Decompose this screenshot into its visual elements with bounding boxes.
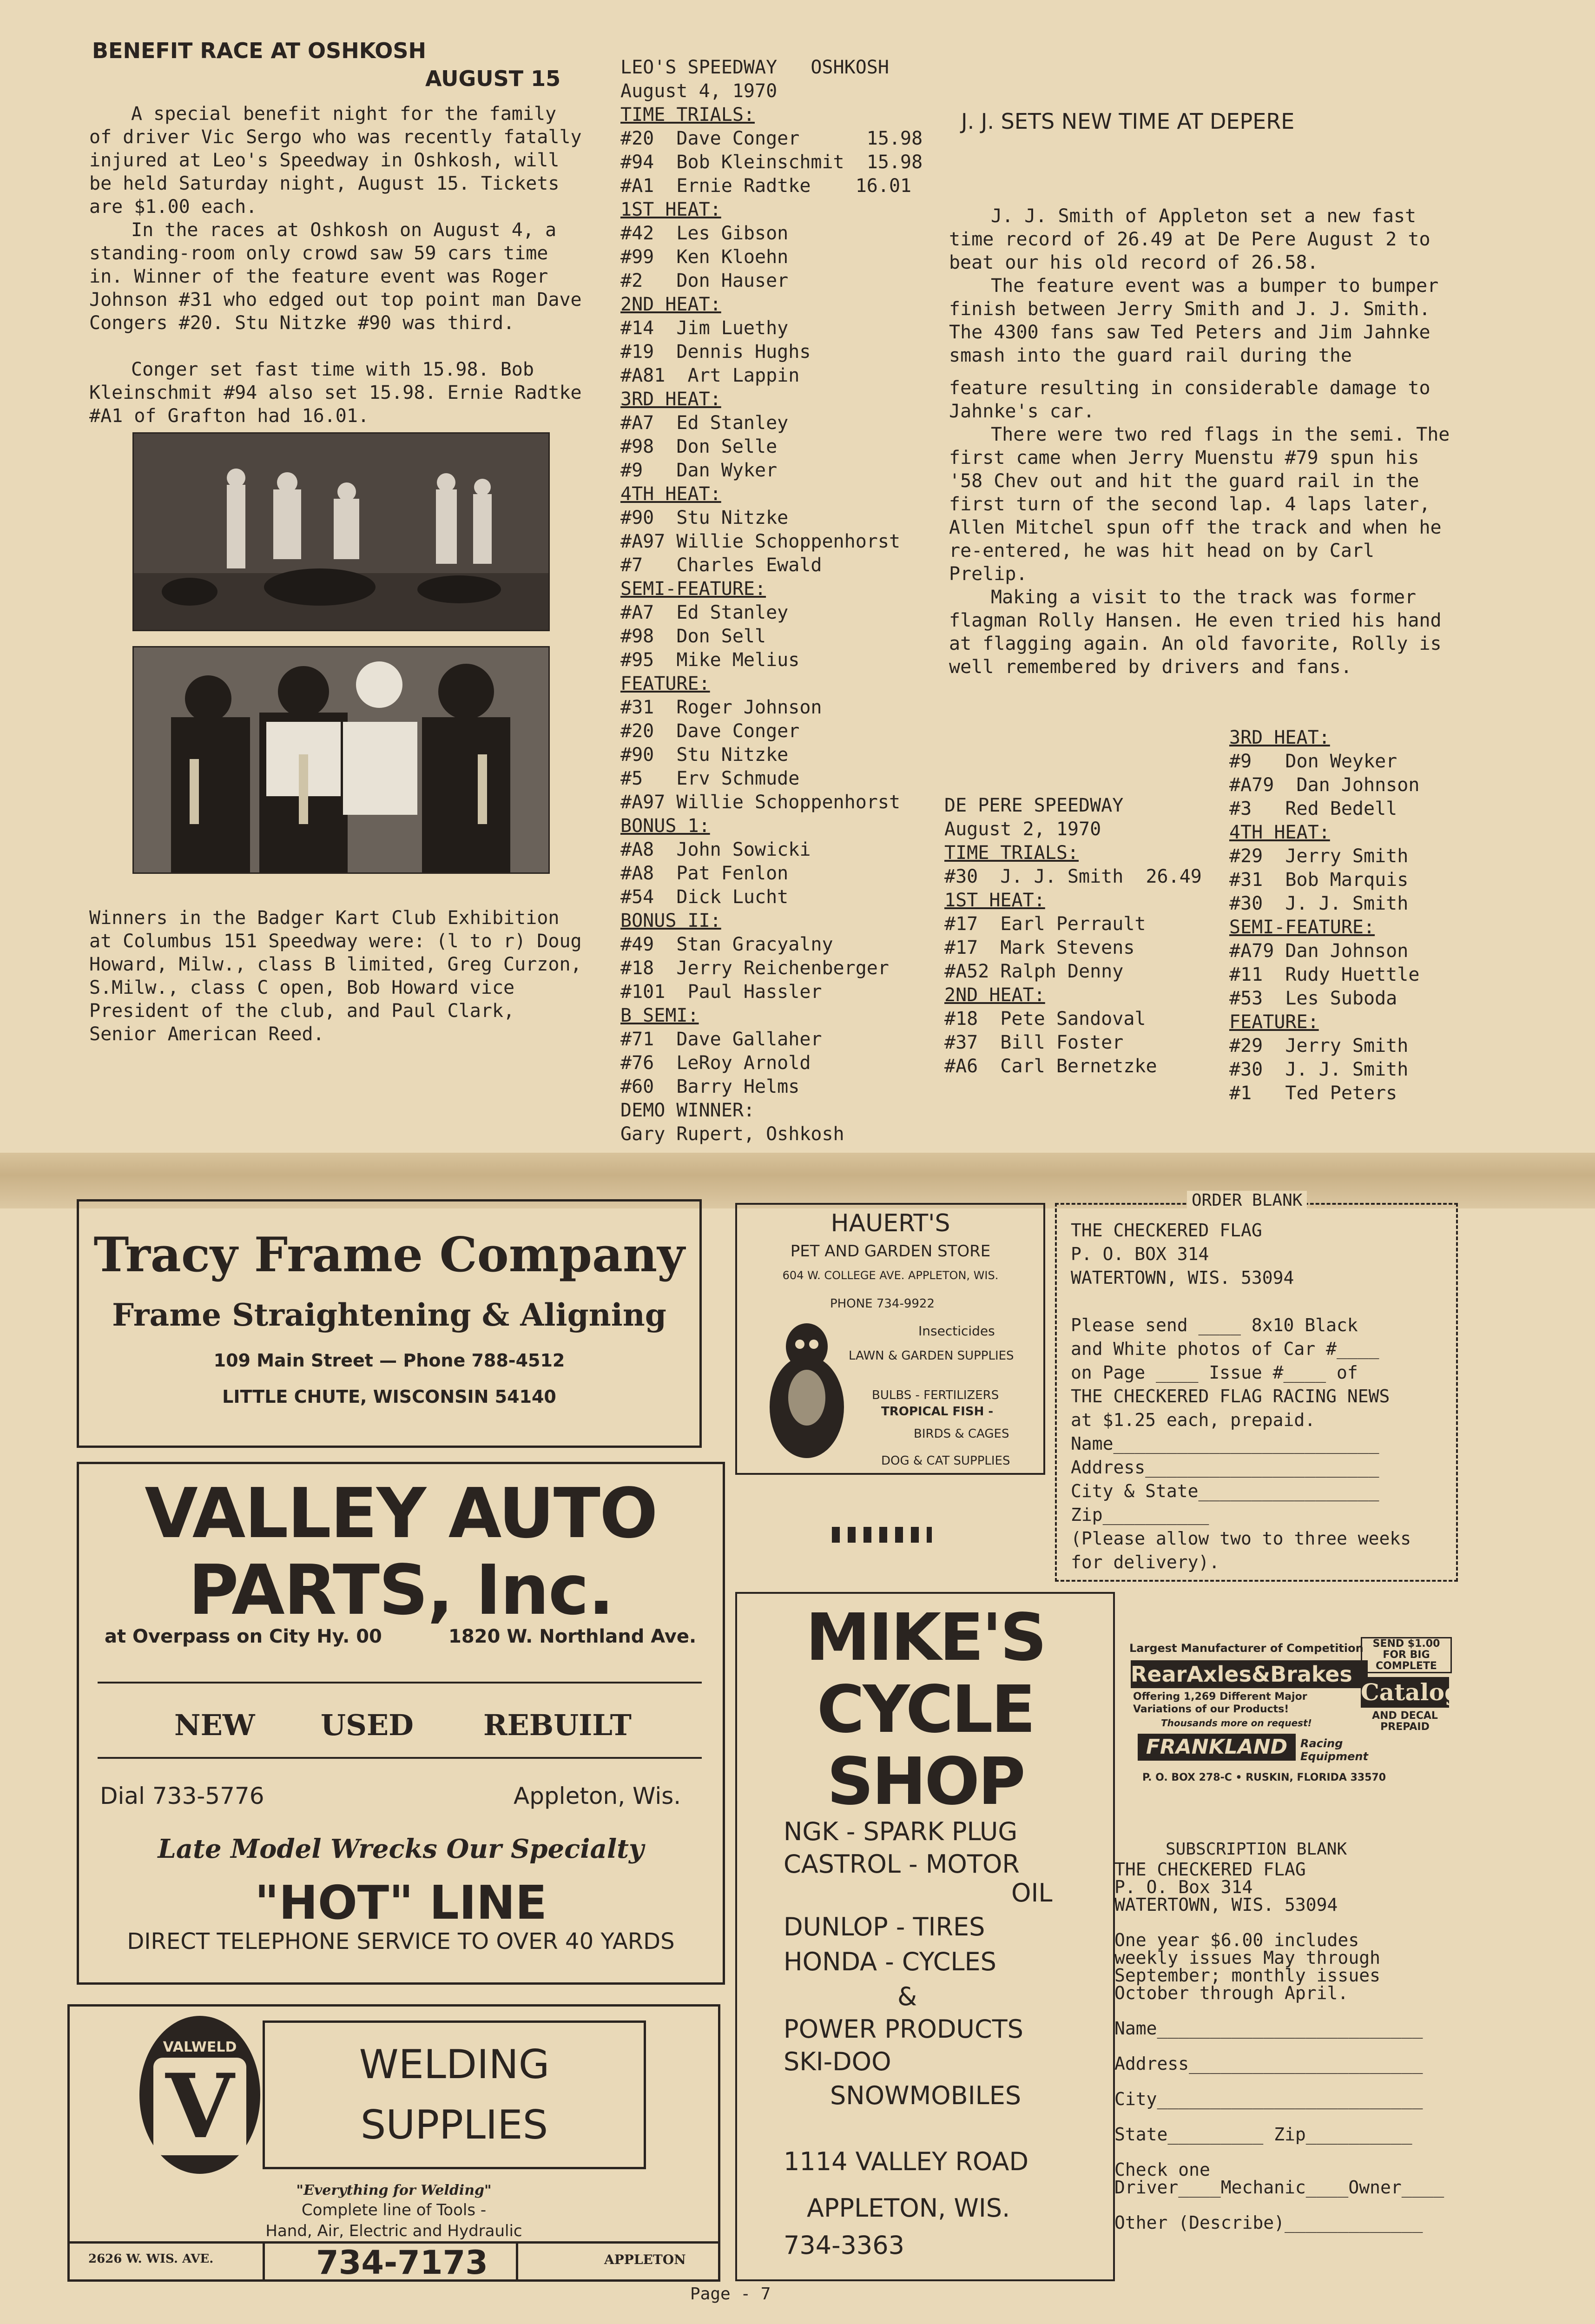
valweld-title-box [263, 2020, 646, 2169]
form-line: Driver____Mechanic____Owner____ [1114, 2177, 1444, 2198]
result-line: 1ST HEAT: [620, 199, 721, 220]
hauert-item-insecticides: Insecticides [918, 1323, 995, 1339]
form-line: WATERTOWN, WIS. 53094 [1071, 1268, 1294, 1288]
depere-paragraph-2: The feature event was a bumper to bumper finish between Jerry Smith and J. J. Smith. The 4300 fans saw Ted Peters and Jim Jahnke smash into the guard rail during the [949, 275, 1439, 366]
result-line: #7 Charles Ewald [620, 555, 822, 576]
result-line: #49 Stan Gracyalny [620, 934, 833, 955]
form-line: Check one [1114, 2159, 1210, 2180]
result-line: TIME TRIALS: [944, 842, 1079, 864]
ad-valweld [67, 2004, 720, 2282]
result-line: #29 Jerry Smith [1229, 1035, 1409, 1056]
result-line: #9 Dan Wyker [620, 460, 778, 481]
result-line: #90 Stu Nitzke [620, 744, 789, 766]
mikes-address: 1114 VALLEY ROAD [784, 2147, 1029, 2176]
form-line [1114, 2037, 1444, 2055]
photo-kart-club-winners [132, 646, 550, 874]
result-line: #A81 Art Lappin [620, 365, 800, 386]
result-line: #A6 Carl Bernetzke [944, 1056, 1157, 1077]
page-number: Page - 7 [690, 2284, 771, 2304]
order-blank-form [1055, 1191, 1458, 1582]
form-line: Address______________________ [1114, 2053, 1423, 2074]
result-line: 2ND HEAT: [944, 984, 1045, 1006]
valley-service: DIRECT TELEPHONE SERVICE TO OVER 40 YARDS [127, 1928, 675, 1954]
article-title-depere: J. J. SETS NEW TIME AT DEPERE [961, 109, 1295, 134]
form-line: October through April. [1114, 1983, 1349, 2003]
result-line: #20 Dave Conger 15.98 [620, 128, 923, 149]
result-line: 3RD HEAT: [620, 389, 721, 410]
valley-dial: Dial 733-5776 [100, 1783, 264, 1809]
form-line: and White photos of Car #____ [1071, 1339, 1379, 1359]
checkered-flag-ornament [832, 1527, 932, 1543]
valley-new: NEW [174, 1708, 255, 1742]
valweld-title-1: WELDING [359, 2041, 550, 2088]
result-line: #18 Pete Sandoval [944, 1008, 1146, 1030]
photo-caption: Winners in the Badger Kart Club Exhibition at Columbus 151 Speedway were: (l to r) Doug Howard, Milw., class B limited, Greg Curzon, S.Milw., class C open, Bob Howard vice President of the club, and Paul Clark, Senior American Reed. [89, 907, 582, 1045]
result-line: #98 Don Selle [620, 436, 778, 457]
result-line: BONUS II: [620, 910, 721, 931]
result-line: #101 Paul Hassler [620, 981, 822, 1003]
valley-used: USED [321, 1708, 414, 1742]
ad-mikes-cycle-shop [735, 1592, 1115, 2281]
valley-location-right: 1820 W. Northland Ave. [448, 1626, 697, 1647]
result-line: #53 Les Suboda [1229, 988, 1397, 1009]
mikes-item-power: POWER PRODUCTS [784, 2014, 1023, 2044]
benefit-paragraph-3: Conger set fast time with 15.98. Bob Kleinschmit #94 also set 15.98. Ernie Radtke #A1 of Grafton had 16.01. [89, 359, 582, 427]
valley-specialty: Late Model Wrecks Our Specialty [158, 1834, 644, 1864]
valweld-logo-letter: V [153, 2058, 246, 2155]
hauert-item-bulbs: BULBS - FERTILIZERS [872, 1388, 999, 1402]
result-line: #11 Rudy Huettle [1229, 964, 1420, 985]
form-line: P. O. BOX 314 [1071, 1244, 1209, 1264]
result-line: #14 Jim Luethy [620, 317, 789, 339]
result-line: #A8 John Sowicki [620, 839, 811, 860]
tracy-tagline: Frame Straightening & Aligning [112, 1297, 666, 1333]
result-line: 1ST HEAT: [944, 890, 1045, 911]
result-line: #94 Bob Kleinschmit 15.98 [620, 152, 923, 173]
result-line: #98 Don Sell [620, 626, 766, 647]
valley-name-line1: VALLEY AUTO [145, 1473, 657, 1553]
hauert-sub: PET AND GARDEN STORE [790, 1242, 991, 1261]
valweld-address: 2626 W. WIS. AVE. [88, 2252, 214, 2266]
form-line: City & State_________________ [1071, 1481, 1379, 1501]
result-line: #A7 Ed Stanley [620, 602, 789, 623]
mikes-phone: 734-3363 [784, 2231, 904, 2260]
result-line: #17 Earl Perrault [944, 913, 1146, 935]
result-line: #A97 Willie Schoppenhorst [620, 792, 901, 813]
depere-paragraph-3: feature resulting in considerable damage to Jahnke's car. [949, 377, 1430, 422]
result-line: #76 LeRoy Arnold [620, 1052, 811, 1074]
depere-results-right [1229, 726, 1419, 1105]
form-line [1114, 2002, 1444, 2020]
valley-name-line2: PARTS, Inc. [188, 1550, 613, 1630]
form-line [1114, 1914, 1444, 1931]
result-line: #95 Mike Melius [620, 649, 800, 671]
frankland-top: Largest Manufacturer of Competition [1129, 1642, 1364, 1655]
result-line: #31 Roger Johnson [620, 697, 822, 718]
form-line: Address______________________ [1071, 1457, 1379, 1478]
frankland-racing: Racing Equipment [1300, 1737, 1368, 1763]
form-line: Name_________________________ [1114, 2018, 1423, 2039]
frankland-catalog: Catalog [1361, 1677, 1449, 1708]
result-line: #A52 Ralph Denny [944, 961, 1124, 982]
result-line: August 2, 1970 [944, 819, 1101, 840]
result-line: #9 Don Weyker [1229, 751, 1397, 772]
ad-frankland [1124, 1632, 1461, 1790]
hauert-item-lawn: LAWN & GARDEN SUPPLIES [849, 1349, 1014, 1363]
subscription-lines [1114, 1861, 1444, 2232]
form-line: weekly issues May through [1114, 1948, 1380, 1968]
hauert-item-dog-cat: DOG & CAT SUPPLIES [881, 1454, 1010, 1468]
valweld-slogan: "Everything for Welding" [296, 2182, 492, 2199]
result-line: #99 Ken Kloehn [620, 246, 789, 268]
result-line: #2 Don Hauser [620, 270, 789, 291]
tracy-city: LITTLE CHUTE, WISCONSIN 54140 [222, 1386, 556, 1407]
hauert-item-birds: BIRDS & CAGES [914, 1427, 1009, 1441]
depere-paragraph-1: J. J. Smith of Appleton set a new fast time record of 26.49 at De Pere August 2 to beat our his old record of 26.58. [949, 205, 1430, 273]
result-line: #30 J. J. Smith [1229, 1059, 1409, 1080]
mikes-item-oil: OIL [1011, 1878, 1053, 1908]
order-blank-legend: ORDER BLANK [1187, 1191, 1307, 1210]
frankland-decal: AND DECAL PREPAID [1372, 1710, 1438, 1733]
result-line: #A79 Dan Johnson [1229, 774, 1420, 796]
subscription-legend: SUBSCRIPTION BLANK [1166, 1840, 1347, 1859]
frankland-brand: FRANKLAND [1138, 1734, 1296, 1761]
result-line: #A7 Ed Stanley [620, 412, 789, 434]
frankland-thousands: Thousands more on request! [1161, 1717, 1312, 1729]
result-line: 4TH HEAT: [620, 483, 721, 505]
valweld-line-1: Complete line of Tools - [301, 2201, 487, 2219]
result-line: #42 Les Gibson [620, 223, 789, 244]
result-line: LEO'S SPEEDWAY OSHKOSH [620, 57, 889, 78]
valweld-city: APPLETON [604, 2252, 686, 2267]
result-line: #71 Dave Gallaher [620, 1029, 822, 1050]
form-line: WATERTOWN, WIS. 53094 [1114, 1895, 1338, 1915]
form-line: September; monthly issues [1114, 1965, 1380, 1986]
valweld-divider-1 [263, 2241, 265, 2279]
form-line: Zip__________ [1071, 1505, 1209, 1525]
mikes-item-ngk: NGK - SPARK PLUG [784, 1817, 1018, 1846]
form-line: on Page ____ Issue #____ of [1071, 1362, 1358, 1383]
form-line: at $1.25 each, prepaid. [1071, 1410, 1316, 1430]
hauert-address: 604 W. COLLEGE AVE. APPLETON, WIS. [782, 1269, 999, 1282]
photo-race-winners [132, 432, 550, 631]
result-line: #90 Stu Nitzke [620, 507, 789, 528]
valley-rule-1 [98, 1682, 702, 1684]
depere-paragraph-5: Making a visit to the track was former flagman Rolly Hansen. He even tried his hand at flagging again. An old favorite, Rolly is well remembered by drivers and fans. [949, 587, 1442, 678]
valley-rebuilt: REBUILT [483, 1708, 632, 1742]
result-line: 4TH HEAT: [1229, 822, 1330, 843]
result-line: DEMO WINNER: [620, 1100, 755, 1121]
order-blank-lines [1071, 1219, 1411, 1574]
valley-rule-2 [98, 1757, 702, 1759]
form-line: THE CHECKERED FLAG [1071, 1220, 1262, 1241]
form-line [1114, 2196, 1444, 2214]
mikes-item-snowmobiles: SNOWMOBILES [830, 2081, 1022, 2110]
article-subtitle-benefit: AUGUST 15 [425, 66, 561, 91]
result-line: #18 Jerry Reichenberger [620, 957, 889, 979]
form-line: Name_________________________ [1071, 1433, 1379, 1454]
mikes-item-ampersand: & [897, 1982, 917, 2011]
form-line: Other (Describe)_____________ [1114, 2212, 1423, 2233]
mikes-city: APPLETON, WIS. [807, 2193, 1010, 2223]
form-line [1114, 2143, 1444, 2161]
result-line: BONUS 1: [620, 815, 710, 837]
result-line: #54 Dick Lucht [620, 886, 789, 908]
mikes-item-skidoo: SKI-DOO [784, 2047, 891, 2076]
result-line: #30 J. J. Smith 26.49 [944, 866, 1202, 887]
benefit-paragraph-2: In the races at Oshkosh on August 4, a standing-room only crowd saw 59 cars time in. Winner of the feature event was Roger Johnson #31 who edged out top point man Dave Congers #20. Stu Nitzke #90 was third. [89, 219, 582, 334]
result-line: #29 Jerry Smith [1229, 845, 1409, 867]
hauert-name: HAUERT'S [830, 1209, 950, 1237]
frankland-rear-axles: RearAxles&Brakes [1131, 1660, 1368, 1688]
result-line: B SEMI: [620, 1005, 699, 1026]
valweld-logo-text: VALWELD [163, 2039, 237, 2055]
subscription-blank-form [1114, 1840, 1468, 2286]
result-line: #20 Dave Conger [620, 720, 800, 742]
valweld-title-2: SUPPLIES [360, 2102, 548, 2148]
valweld-phone: 734-7173 [316, 2244, 488, 2282]
valley-hotline: "HOT" LINE [255, 1875, 547, 1930]
form-line: City_________________________ [1114, 2089, 1423, 2109]
form-line: Please send ____ 8x10 Black [1071, 1315, 1358, 1335]
frankland-send: SEND $1.00 FOR BIG COMPLETE [1361, 1637, 1452, 1673]
mikes-name-2: CYCLE [817, 1672, 1034, 1748]
benefit-paragraph-1: A special benefit night for the family of driver Vic Sergo who was recently fatally injured at Leo's Speedway in Oshkosh, will be held Saturday night, August 15. Tickets are $1.00 each. [89, 103, 582, 218]
depere-paragraph-4: There were two red flags in the semi. The first came when Jerry Muenstu #79 spun his '58 Chev out and hit the guard rail in the first turn of the second lap. 4 laps later, Allen Mitchel spun off the track and when he re-entered, he was hit head on by Carl Prelip. [949, 424, 1450, 585]
hauert-phone: PHONE 734-9922 [830, 1297, 935, 1311]
result-line: #A97 Willie Schoppenhorst [620, 531, 901, 552]
mikes-name-3: SHOP [827, 1744, 1024, 1820]
valweld-logo [139, 2016, 260, 2174]
result-line: #A79 Dan Johnson [1229, 940, 1409, 962]
mikes-item-dunlop: DUNLOP - TIRES [784, 1912, 985, 1941]
form-line: THE CHECKERED FLAG [1114, 1859, 1306, 1880]
result-line: DE PERE SPEEDWAY [944, 795, 1124, 816]
result-line: FEATURE: [1229, 1011, 1319, 1033]
ad-tracy-frame [77, 1199, 702, 1448]
ad-hauerts [735, 1203, 1045, 1475]
result-line: #A1 Ernie Radtke 16.01 [620, 175, 912, 197]
mikes-item-castrol: CASTROL - MOTOR [784, 1849, 1020, 1879]
valley-location-left: at Overpass on City Hy. 00 [105, 1626, 382, 1647]
result-line: #60 Barry Helms [620, 1076, 800, 1097]
article-title-benefit: BENEFIT RACE AT OSHKOSH [92, 38, 427, 63]
result-line: #37 Bill Foster [944, 1032, 1124, 1053]
valley-city: Appleton, Wis. [514, 1783, 681, 1809]
valweld-divider-2 [516, 2241, 518, 2279]
tracy-address: 109 Main Street — Phone 788-4512 [213, 1350, 565, 1371]
form-line: THE CHECKERED FLAG RACING NEWS [1071, 1386, 1390, 1406]
result-line: FEATURE: [620, 673, 710, 694]
ad-valley-auto [77, 1462, 725, 1985]
result-line: #19 Dennis Hughs [620, 341, 811, 363]
result-line: #17 Mark Stevens [944, 937, 1135, 958]
frankland-offering: Offering 1,269 Different Major Variations of our Products! [1133, 1691, 1307, 1715]
hauert-item-fish: TROPICAL FISH - [881, 1405, 994, 1419]
result-line: Gary Rupert, Oshkosh [620, 1123, 844, 1145]
result-line: #5 Erv Schmude [620, 768, 800, 789]
result-line: #30 J. J. Smith [1229, 893, 1409, 914]
result-line: #31 Bob Marquis [1229, 869, 1409, 891]
valweld-line-2: Hand, Air, Electric and Hydraulic [265, 2222, 522, 2240]
hauert-bird-illustration [760, 1319, 853, 1458]
result-line: TIME TRIALS: [620, 104, 755, 125]
result-line: SEMI-FEATURE: [1229, 917, 1375, 938]
result-line: #A8 Pat Fenlon [620, 863, 789, 884]
mikes-item-honda: HONDA - CYCLES [784, 1947, 996, 1976]
form-line: State_________ Zip__________ [1114, 2124, 1412, 2145]
form-line: P. O. Box 314 [1114, 1877, 1253, 1897]
result-line: August 4, 1970 [620, 80, 778, 102]
form-line [1114, 2073, 1444, 2090]
result-line: SEMI-FEATURE: [620, 578, 766, 600]
form-line: (Please allow two to three weeks [1071, 1528, 1411, 1549]
tracy-name: Tracy Frame Company [93, 1227, 685, 1283]
frankland-address: P. O. BOX 278-C • RUSKIN, FLORIDA 33570 [1142, 1772, 1386, 1783]
form-line [1071, 1290, 1411, 1314]
form-line: One year $6.00 includes [1114, 1930, 1359, 1950]
mikes-name-1: MIKE'S [805, 1600, 1045, 1676]
result-line: 2ND HEAT: [620, 294, 721, 315]
depere-results-left [944, 794, 1202, 1078]
form-line: for delivery). [1071, 1552, 1220, 1572]
result-line: 3RD HEAT: [1229, 727, 1330, 748]
oshkosh-results [620, 56, 923, 1146]
result-line: #3 Red Bedell [1229, 798, 1397, 819]
form-line [1114, 2108, 1444, 2126]
result-line: #1 Ted Peters [1229, 1083, 1397, 1104]
